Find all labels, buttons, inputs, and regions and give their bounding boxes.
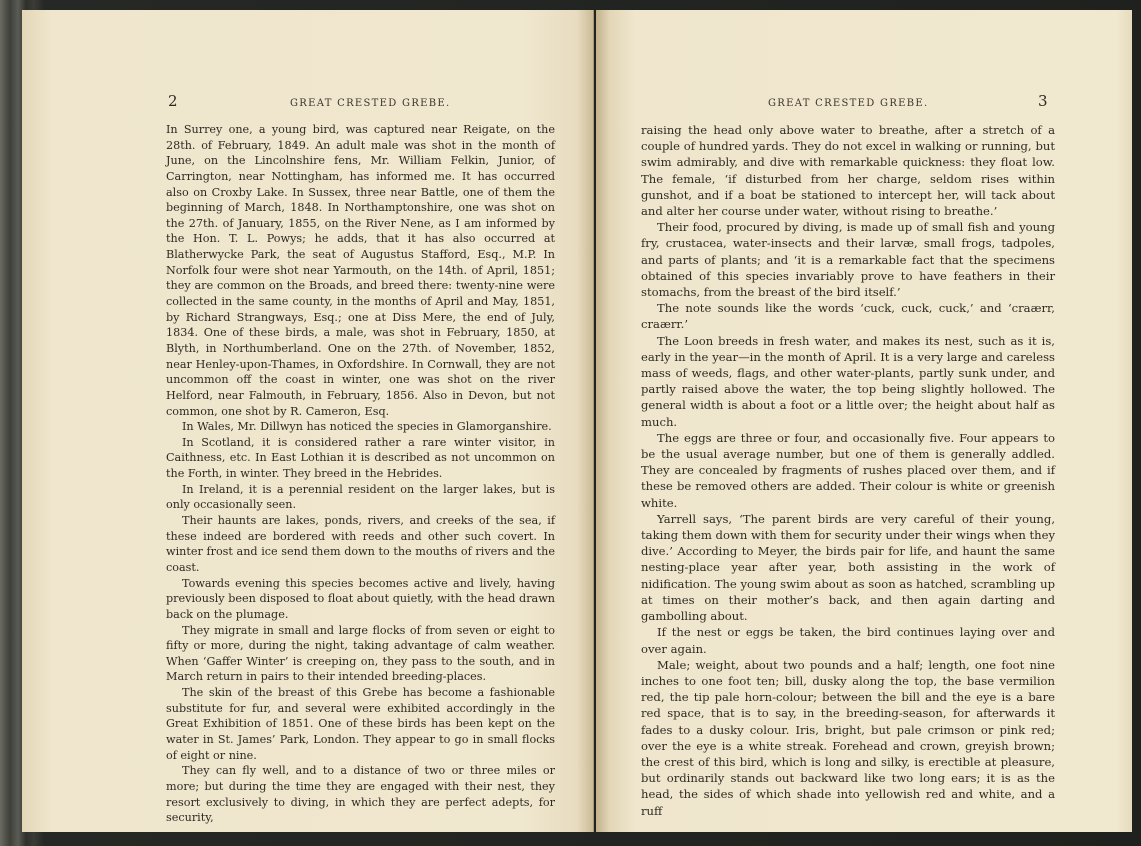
right-page xyxy=(596,10,1132,832)
body-text xyxy=(166,122,555,826)
body-text xyxy=(641,122,1055,819)
paragraph: If the nest or eggs be taken, the bird continues laying over and over again. xyxy=(641,625,1055,656)
paragraph: The note sounds like the words ‘cuck, cuck, cuck,’ and ‘craærr, craærr.’ xyxy=(641,301,1055,332)
paragraph: In Scotland, it is considered rather a rare winter visitor, in Caithness, etc. In East Lothian it is described as not uncommon on the Forth, in winter. They breed in the Hebrides. xyxy=(166,435,555,481)
paragraph: In Surrey one, a young bird, was captured near Reigate, on the 28th. of February, 1849. An adult male was shot in the month of June, on the Lincolnshire fens, Mr. William Felkin, Junior, of Carrington, near Nottingham, has informed me. It has occurred also on Croxby Lake. In Sussex, three near Battle, one of them the beginning of March, 1848. In Northamptonshire, one was shot on the 27th. of January, 1855, on the River Nene, as I am informed by the Hon. T. L. Powys; he adds, that it has also occurred at Blatherwycke Park, the seat of Augustus Stafford, Esq., M.P. In Norfolk four were shot near Yarmouth, on the 14th. of April, 1851; they are common on the Broads, and breed there: twenty-nine were collected in the same county, in the months of April and May, 1851, by Richard Strangways, Esq.; one at Diss Mere, the end of July, 1834. One of these birds, a male, was shot in February, 1850, at Blyth, in Northumberland. One on the 27th. of November, 1852, near Henley-upon-Thames, in Oxfordshire. In Cornwall, they are not uncommon off the coast in winter, one was shot on the river Helford, near Falmouth, in February, 1856. Also in Devon, but not common, one shot by R. Cameron, Esq. xyxy=(166,123,555,418)
running-header: GREAT CRESTED GREBE. xyxy=(768,98,929,109)
page-number: 3 xyxy=(1038,92,1048,110)
paragraph: They can fly well, and to a distance of two or three miles or more; but during the time they are engaged with their nest, they resort exclusively to diving, in which they are perfect adepts, for security, xyxy=(166,764,555,825)
paragraph: They migrate in small and large flocks of from seven or eight to fifty or more, during the night, taking advantage of calm weather. When ‘Gaffer Winter’ is creeping on, they pass to the south, and in March return in pairs to their intended breeding-places. xyxy=(166,623,555,684)
paragraph: The Loon breeds in fresh water, and makes its nest, such as it is, early in the year—in the month of April. It is a very large and careless mass of weeds, flags, and other water-plants, partly sunk under, and partly raised above the water, the top being slightly hollowed. The general width is about a foot or a little over; the height about half as much. xyxy=(641,333,1055,429)
paragraph: Their haunts are lakes, ponds, rivers, and creeks of the sea, if these indeed are bordered with reeds and other such covert. In winter frost and ice send them down to the mouths of rivers and the coast. xyxy=(166,514,555,574)
page-number: 2 xyxy=(168,92,178,110)
paragraph: Male; weight, about two pounds and a half; length, one foot nine inches to one foot ten; bill, dusky along the top, the base vermilion red, the tip pale horn-colour; between the bill and the eye is a bare red space, that is to say, in the breeding-season, for afterwards it fades to a dusky colour. Iris, bright, but pale crimson or pink red; over the eye is a white streak. Forehead and crown, greyish brown; the crest of this bird, which is long and silky, is erectible at pleasure, but ordinarily stands out backward like two long ears; it is as the head, the sides of which shade into yellowish red and white, and a ruff xyxy=(641,657,1055,818)
paragraph: raising the head only above water to breathe, after a stretch of a couple of hundred yards. They do not excel in walking or running, but swim admirably, and dive with remarkable quickness: they float low. The female, ‘if disturbed from her charge, seldom rises within gunshot, and if a boat be stationed to intercept her, will tack about and alter her course under water, without rising to breathe.’ xyxy=(641,123,1055,219)
paragraph: In Ireland, it is a perennial resident on the larger lakes, but is only occasionally seen. xyxy=(166,482,555,512)
left-page xyxy=(22,10,594,832)
paragraph: Towards evening this species becomes active and lively, having previously been disposed to float about quietly, with the head drawn back on the plumage. xyxy=(166,576,555,621)
paragraph: The eggs are three or four, and occasionally five. Four appears to be the usual average number, but one of them is generally addled. They are concealed by fragments of rushes placed over them, and if these be removed others are added. Their colour is white or greenish white. xyxy=(641,430,1055,510)
paragraph: The skin of the breast of this Grebe has become a fashionable substitute for fur, and several were exhibited accordingly in the Great Exhibition of 1851. One of these birds has been kept on the water in St. James’ Park, London. They appear to go in small flocks of eight or nine. xyxy=(166,686,555,762)
paragraph: Yarrell says, ‘The parent birds are very careful of their young, taking them down with them for security under their wings when they dive.’ According to Meyer, the birds pair for life, and haunt the same nesting-place year after year, both assisting in the work of nidification. The young swim about as soon as hatched, scrambling up at times on their mother’s back, and then again darting and gambolling about. xyxy=(641,511,1056,624)
paragraph: Their food, procured by diving, is made up of small fish and young fry, crustacea, water-insects and their larvæ, small frogs, tadpoles, and parts of plants; and ‘it is a remarkable fact that the specimens obtained of this species invariably prove to have feathers in their stomachs, from the breast of the bird itself.’ xyxy=(641,220,1055,300)
running-header: GREAT CRESTED GREBE. xyxy=(290,98,451,109)
paragraph: In Wales, Mr. Dillwyn has noticed the species in Glamorganshire. xyxy=(182,420,552,434)
